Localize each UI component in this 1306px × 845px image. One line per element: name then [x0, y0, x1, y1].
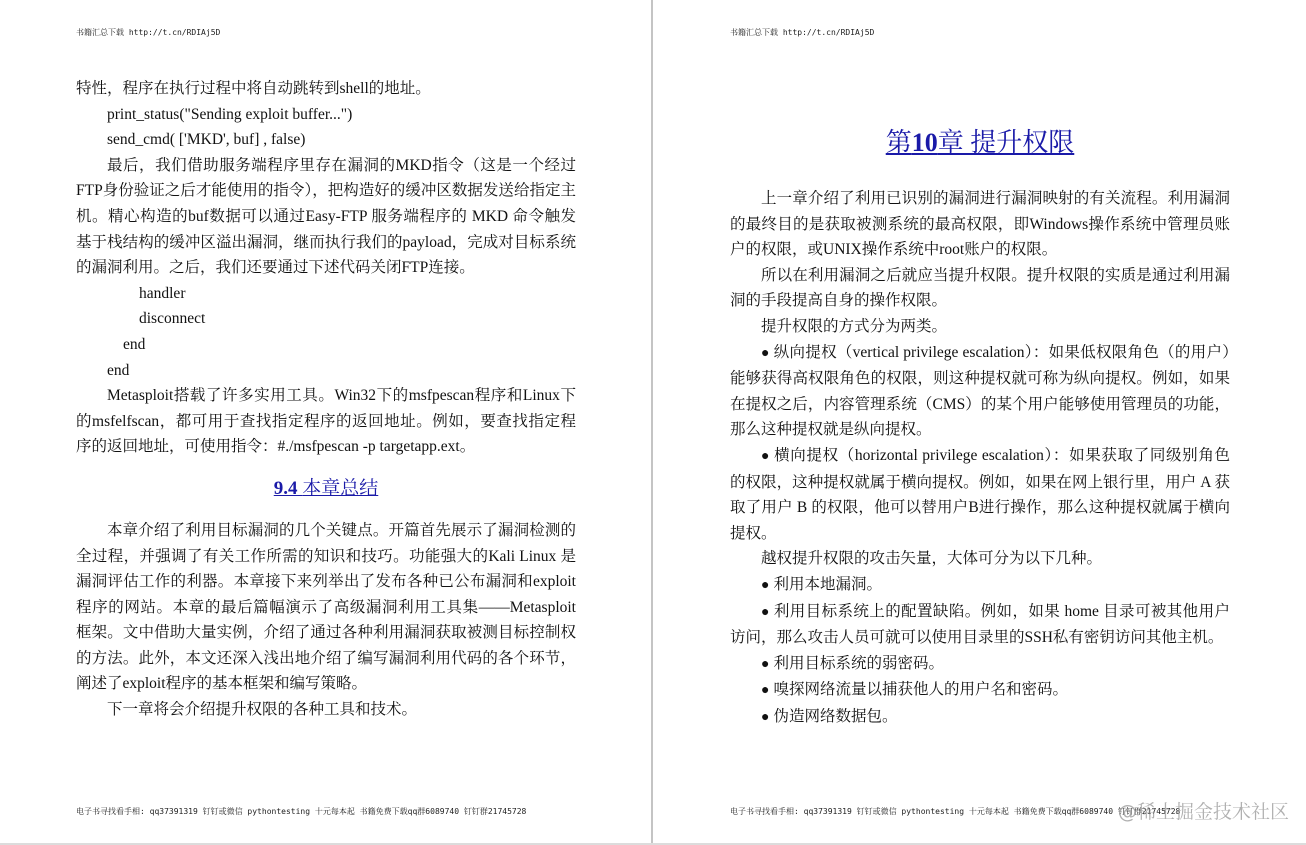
- left-page-body: [76, 76, 576, 723]
- paragraph: 上一章介绍了利用已识别的漏洞进行漏洞映射的有关流程。利用漏洞的最终目的是获取被测系统的最高权限，即Windows操作系统中管理员账户的权限，或UNIX操作系统中root账户的权限。: [730, 190, 1230, 259]
- list-item: ● 横向提权（horizontal privilege escalation）：如果获取了同级别角色的权限，这种提权就属于横向提权。例如，如果在网上银行里，用户 A 获取了用户 B 的权限，他可以替用户B进行操作，那么这种提权就属于横向提权。: [730, 446, 1230, 542]
- section-number: 9.4: [273, 477, 298, 499]
- code-line: end: [107, 361, 130, 379]
- running-header: 书籍汇总下载 http://t.cn/RDIAj5D: [76, 28, 221, 37]
- paragraph: 下一章将会介绍提升权限的各种工具和技术。: [107, 701, 418, 719]
- list-item: ● 利用本地漏洞。: [761, 575, 882, 593]
- bullet-icon: ●: [761, 577, 770, 593]
- bullet-icon: ●: [761, 683, 770, 699]
- paragraph: 所以在利用漏洞之后就应当提升权限。提升权限的实质是通过利用漏洞的手段提高自身的操作权限。: [730, 266, 1230, 310]
- list-item: ● 利用目标系统的弱密码。: [761, 654, 944, 672]
- bullet-icon: ●: [761, 448, 771, 464]
- bullet-icon: ●: [761, 656, 770, 672]
- site-watermark: @稀土掘金技术社区: [1118, 801, 1290, 823]
- section-title: 本章总结: [302, 477, 379, 499]
- paragraph: 最后，我们借助服务端程序里存在漏洞的MKD指令（这是一个经过FTP身份验证之后才能使用的指令），把构造好的缓冲区数据发送给指定主机。精心构造的buf数据可以通过Easy-FTP 服务端程序的 MKD 命令触发基于栈结构的缓冲区溢出漏洞，继而执行我们的payload，完成对目标系统的漏洞利用。之后，我们还要通过下述代码关闭FTP连接。: [76, 156, 576, 277]
- list-item: ● 利用目标系统上的配置缺陷。例如，如果 home 目录可被其他用户访问，那么攻击人员可就可以使用目录里的SSH私有密钥访问其他主机。: [730, 602, 1230, 647]
- chapter-prefix: 第: [885, 128, 912, 157]
- code-line: print_status("Sending exploit buffer..."): [107, 105, 353, 123]
- page-divider: [651, 0, 653, 843]
- paragraph: 本章介绍了利用目标漏洞的几个关键点。开篇首先展示了漏洞检测的全过程，并强调了有关工作所需的知识和技巧。功能强大的Kali Linux 是漏洞评估工作的利器。本章接下来列举出了发布各种已公布漏洞和exploit程序的网站。本章的最后篇幅演示了高级漏洞利用工具集——Metasploit框架。文中借助大量实例，介绍了通过各种利用漏洞获取被测目标控制权的方法。此外，本文还深入浅出地介绍了编写漏洞利用代码的各个环节，阐述了exploit程序的基本框架和编写策略。: [76, 521, 576, 693]
- list-item: ● 嗅探网络流量以捕获他人的用户名和密码。: [761, 681, 1068, 699]
- list-item: ● 伪造网络数据包。: [761, 707, 898, 725]
- paragraph: Metasploit搭载了许多实用工具。Win32下的msfpescan程序和Linux下的msfelfscan，都可用于查找指定程序的返回地址。例如，要查找指定程序的返回地址，可使用指令：#./msfpescan -p targetapp.ext。: [76, 387, 576, 456]
- code-line: send_cmd( ['MKD', buf] , false): [107, 131, 306, 149]
- bullet-icon: ●: [761, 709, 770, 725]
- bullet-icon: ●: [761, 604, 770, 620]
- bullet-icon: ●: [761, 345, 770, 361]
- chapter-number: 10: [911, 128, 938, 157]
- running-header: 书籍汇总下载 http://t.cn/RDIAj5D: [730, 28, 875, 37]
- code-line: end: [123, 335, 146, 353]
- running-footer: 电子书寻找看手相: qq37391319 钉钉或微信 pythontesting 十元每本起 书籍免费下载qq群6089740 钉钉群21745728: [76, 807, 527, 816]
- chapter-title-link[interactable]: [654, 124, 1306, 162]
- chapter-name: 章 提升权限: [937, 128, 1075, 157]
- running-footer: 电子书寻找看手相: qq37391319 钉钉或微信 pythontesting 十元每本起 书籍免费下载qq群6089740 钉钉群21745728: [730, 807, 1181, 816]
- code-line: handler: [139, 284, 186, 302]
- right-page: [654, 0, 1306, 843]
- paragraph: 特性，程序在执行过程中将自动跳转到shell的地址。: [76, 80, 431, 97]
- right-page-body: [730, 186, 1230, 730]
- paragraph: 提升权限的方式分为两类。: [761, 317, 948, 335]
- code-line: disconnect: [139, 310, 206, 328]
- section-heading-link[interactable]: [76, 474, 576, 504]
- paragraph: 越权提升权限的攻击矢量，大体可分为以下几种。: [761, 550, 1103, 568]
- list-item: ● 纵向提权（vertical privilege escalation）：如果低权限角色（的用户）能够获得高权限角色的权限，则这种提权就可称为纵向提权。例如，如果在提权之后，内容管理系统（CMS）的某个用户能够使用管理员的功能，那么这种提权就是纵向提权。: [730, 343, 1230, 439]
- left-page: [0, 0, 651, 843]
